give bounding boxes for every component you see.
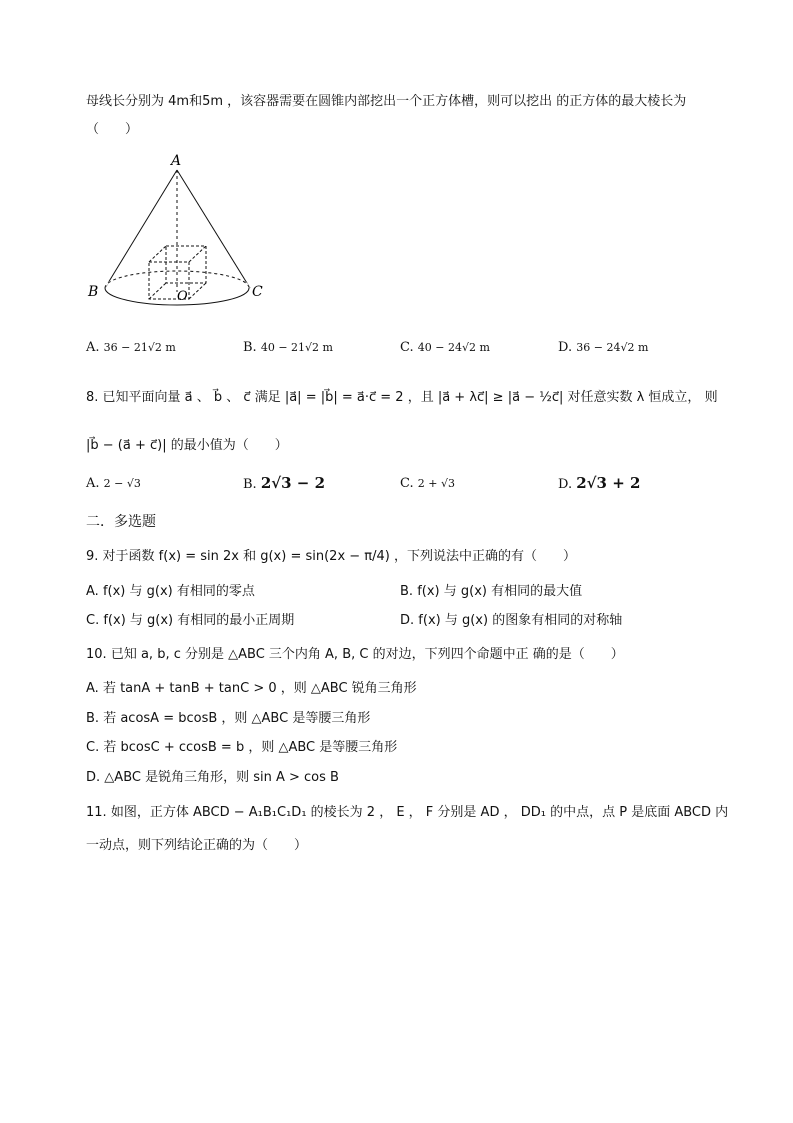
q9-stem: 9. 对于函数 f(x) = sin 2x 和 g(x) = sin(2x − π/4) ，下列说法中正确的有（ ） xyxy=(86,549,576,564)
section-heading: 二．多选题 xyxy=(86,514,156,530)
label-o: O xyxy=(177,289,188,304)
q10-option-b[interactable]: B. 若 acosA = bcosB ，则 △ABC 是等腰三角形 xyxy=(86,711,371,726)
q8-stem-line2: |b⃗ − (a⃗ + c⃗)| 的最小值为（ ） xyxy=(86,438,288,453)
q10-stem: 10. 已知 a, b, c 分别是 △ABC 三个内角 A, B, C 的对边，下列四个命题中正 确的是（ ） xyxy=(86,647,624,662)
q7-option-c[interactable]: C. 40 − 24√2 m xyxy=(400,340,490,355)
q8-stem: 8. 已知平面向量 a⃗ 、 b⃗ 、 c⃗ 满足 |a⃗| = |b⃗| = a⃗·c⃗ = 2 ，且 |a⃗ + λc⃗| ≥ |a⃗ − ½c⃗| 对任意实数 λ 恒成立， 则 xyxy=(86,390,718,405)
q10-option-c[interactable]: C. 若 bcosC + ccosB = b ，则 △ABC 是等腰三角形 xyxy=(86,740,398,755)
q9-option-b[interactable]: B. f(x) 与 g(x) 有相同的最大值 xyxy=(400,584,583,599)
q7-option-a[interactable]: A. 36 − 21√2 m xyxy=(86,340,176,355)
label-b: B xyxy=(88,284,99,300)
label-c: C xyxy=(252,284,263,300)
q8-option-d[interactable]: D. 2√3 + 2 xyxy=(558,474,641,492)
q9-option-a[interactable]: A. f(x) 与 g(x) 有相同的零点 xyxy=(86,584,255,599)
q11-stem-line2: 一动点，则下列结论正确的为（ ） xyxy=(86,838,308,853)
q10-option-a[interactable]: A. 若 tanA + tanB + tanC > 0 ，则 △ABC 锐角三角形 xyxy=(86,681,417,696)
q7-answer-bracket: （ ） xyxy=(86,122,139,137)
q11-stem: 11. 如图，正方体 ABCD − A₁B₁C₁D₁ 的棱长为 2 ， E ， F 分别是 AD ， DD₁ 的中点，点 P 是底面 ABCD 内 xyxy=(86,805,729,820)
q7-stem-line: 母线长分别为 4m和5m ，该容器需要在圆锥内部挖出一个正方体槽，则可以挖出 的正方体的最大棱长为 xyxy=(86,94,687,109)
q7-option-b[interactable]: B. 40 − 21√2 m xyxy=(243,340,333,355)
q7-option-d[interactable]: D. 36 − 24√2 m xyxy=(558,340,649,355)
label-apex: A xyxy=(171,153,182,169)
q10-option-d[interactable]: D. △ABC 是锐角三角形，则 sin A > cos B xyxy=(86,770,339,785)
q8-option-b[interactable]: B. 2√3 − 2 xyxy=(243,474,326,492)
q8-option-c[interactable]: C. 2 + √3 xyxy=(400,476,455,491)
q9-option-d[interactable]: D. f(x) 与 g(x) 的图象有相同的对称轴 xyxy=(400,613,623,628)
q8-option-a[interactable]: A. 2 − √3 xyxy=(86,476,141,491)
cone-figure xyxy=(80,150,280,320)
q9-option-c[interactable]: C. f(x) 与 g(x) 有相同的最小正周期 xyxy=(86,613,295,628)
